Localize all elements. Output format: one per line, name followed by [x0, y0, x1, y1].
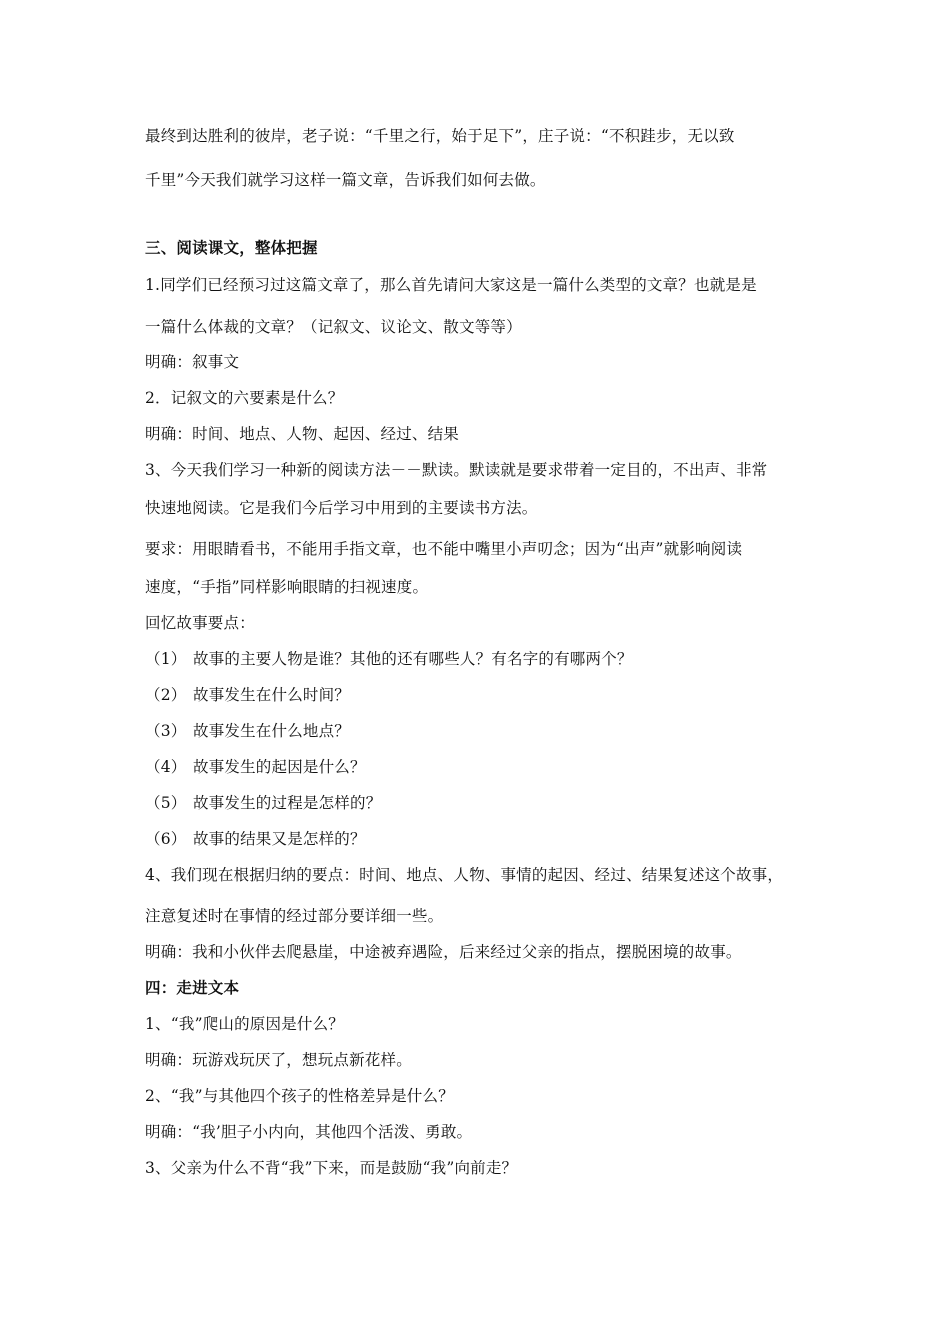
section-3-heading: 三、阅读课文，整体把握	[145, 239, 318, 257]
list-item-text: 故事的主要人物是谁？其他的还有哪些人？有名字的有哪两个？	[193, 650, 633, 668]
answer-2: 明确：时间、地点、人物、起因、经过、结果	[145, 425, 460, 443]
list-item	[145, 756, 815, 778]
list-item	[145, 792, 815, 814]
list-item	[145, 648, 815, 670]
list-item	[145, 828, 815, 850]
question-4-line-1: 4、我们现在根据归纳的要点：时间、地点、人物、事情的起因、经过、结果复述这个故事，	[145, 866, 784, 884]
section-4-question-2: 2、“我”与其他四个孩子的性格差异是什么？	[145, 1087, 454, 1105]
intro-line-2: 千里”今天我们就学习这样一篇文章，告诉我们如何去做。	[145, 171, 546, 189]
recall-label: 回忆故事要点：	[145, 614, 255, 632]
question-3-line-2: 快速地阅读。它是我们今后学习中用到的主要读书方法。	[145, 499, 538, 517]
section-4-answer-1: 明确：玩游戏玩厌了，想玩点新花样。	[145, 1051, 412, 1069]
list-item-number: （2）	[145, 686, 187, 704]
list-item-number: （1）	[145, 650, 187, 668]
list-item-number: （5）	[145, 794, 187, 812]
question-3-line-1: 3、今天我们学习一种新的阅读方法－－默读。默读就是要求带着一定目的，不出声、非常	[145, 461, 768, 479]
list-item-text: 故事发生的起因是什么？	[193, 758, 366, 776]
question-2: 2．记叙文的六要素是什么？	[145, 389, 344, 407]
intro-line-1: 最终到达胜利的彼岸，老子说：“千里之行，始于足下”，庄子说：“不积跬步，无以致	[145, 127, 735, 145]
list-item-text: 故事的结果又是怎样的？	[193, 830, 366, 848]
answer-1: 明确：叙事文	[145, 353, 240, 371]
list-item-text: 故事发生的过程是怎样的？	[193, 794, 382, 812]
list-item-number: （4）	[145, 758, 187, 776]
section-4-question-1: 1、“我”爬山的原因是什么？	[145, 1015, 345, 1033]
list-item-text: 故事发生在什么地点？	[193, 722, 351, 740]
list-item-number: （3）	[145, 722, 187, 740]
list-item	[145, 684, 815, 706]
requirement-line-1: 要求：用眼睛看书，不能用手指文章，也不能中嘴里小声叨念；因为“出声”就影响阅读	[145, 540, 743, 558]
list-item-number: （6）	[145, 830, 187, 848]
list-item	[145, 720, 815, 742]
list-item-text: 故事发生在什么时间？	[193, 686, 351, 704]
section-4-heading: 四：走进文本	[145, 979, 240, 997]
answer-4: 明确：我和小伙伴去爬悬崖，中途被弃遇险，后来经过父亲的指点，摆脱困境的故事。	[145, 943, 742, 961]
section-4-question-3: 3、父亲为什么不背“我”下来，而是鼓励“我”向前走？	[145, 1159, 518, 1177]
section-4-answer-2: 明确：“我’胆子小内向，其他四个活泼、勇敢。	[145, 1123, 473, 1141]
requirement-line-2: 速度，“手指”同样影响眼睛的扫视速度。	[145, 578, 429, 596]
question-4-line-2: 注意复述时在事情的经过部分要详细一些。	[145, 907, 444, 925]
question-1-line-1: 1.同学们已经预习过这篇文章了，那么首先请问大家这是一篇什么类型的文章？也就是是	[145, 276, 757, 294]
question-1-line-2: 一篇什么体裁的文章？（记叙文、议论文、散文等等）	[145, 318, 522, 336]
